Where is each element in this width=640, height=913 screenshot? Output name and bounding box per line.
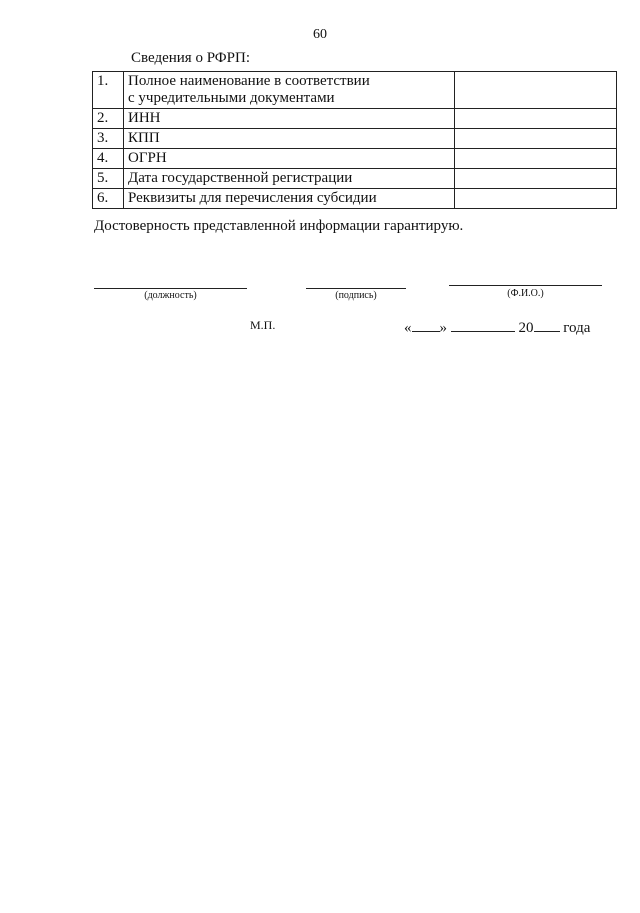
month-blank[interactable]: [451, 317, 515, 332]
row-number: 2.: [93, 109, 124, 129]
position-caption: (должность): [144, 290, 197, 301]
row-value-field[interactable]: [455, 149, 617, 169]
signature-line[interactable]: [306, 288, 406, 289]
position-line[interactable]: [94, 288, 247, 289]
row-number: 5.: [93, 169, 124, 189]
year-prefix: 20: [518, 320, 534, 336]
table-row: [93, 189, 617, 209]
info-table: [92, 71, 617, 209]
stamp-label: М.П.: [250, 318, 276, 332]
date-suffix: года: [563, 320, 591, 336]
row-value-field[interactable]: [455, 129, 617, 149]
date-open-quote: «: [404, 320, 412, 336]
row-label: ИНН: [124, 109, 455, 129]
section-title: Сведения о РФРП:: [131, 50, 250, 66]
row-number: 3.: [93, 129, 124, 149]
row-value-field[interactable]: [455, 72, 617, 109]
row-label: [124, 72, 455, 109]
row-value-field[interactable]: [455, 109, 617, 129]
row-label: Дата государственной регистрации: [124, 169, 455, 189]
table-row: [93, 72, 617, 109]
page-number: 60: [313, 27, 327, 42]
name-caption: (Ф.И.О.): [507, 288, 544, 299]
row-label: Реквизиты для перечисления субсидии: [124, 189, 455, 209]
signature-caption: (подпись): [335, 290, 377, 301]
row-value-field[interactable]: [455, 189, 617, 209]
row-number: 4.: [93, 149, 124, 169]
row-label: ОГРН: [124, 149, 455, 169]
table-row: [93, 129, 617, 149]
row-number: 1.: [93, 72, 124, 109]
row-number: 6.: [93, 189, 124, 209]
row-label-line: с учредительными документами: [128, 90, 335, 106]
year-blank[interactable]: [534, 317, 560, 332]
table-row: [93, 109, 617, 129]
table-row: [93, 169, 617, 189]
guarantee-statement: Достоверность представленной информации гарантирую.: [94, 218, 464, 234]
day-blank[interactable]: [412, 317, 440, 332]
date-line: [404, 317, 590, 337]
name-line[interactable]: [449, 285, 602, 286]
row-label-line: Полное наименование в соответствии: [128, 73, 370, 89]
table-row: [93, 149, 617, 169]
row-value-field[interactable]: [455, 169, 617, 189]
row-label: КПП: [124, 129, 455, 149]
date-close-quote: »: [439, 320, 447, 336]
